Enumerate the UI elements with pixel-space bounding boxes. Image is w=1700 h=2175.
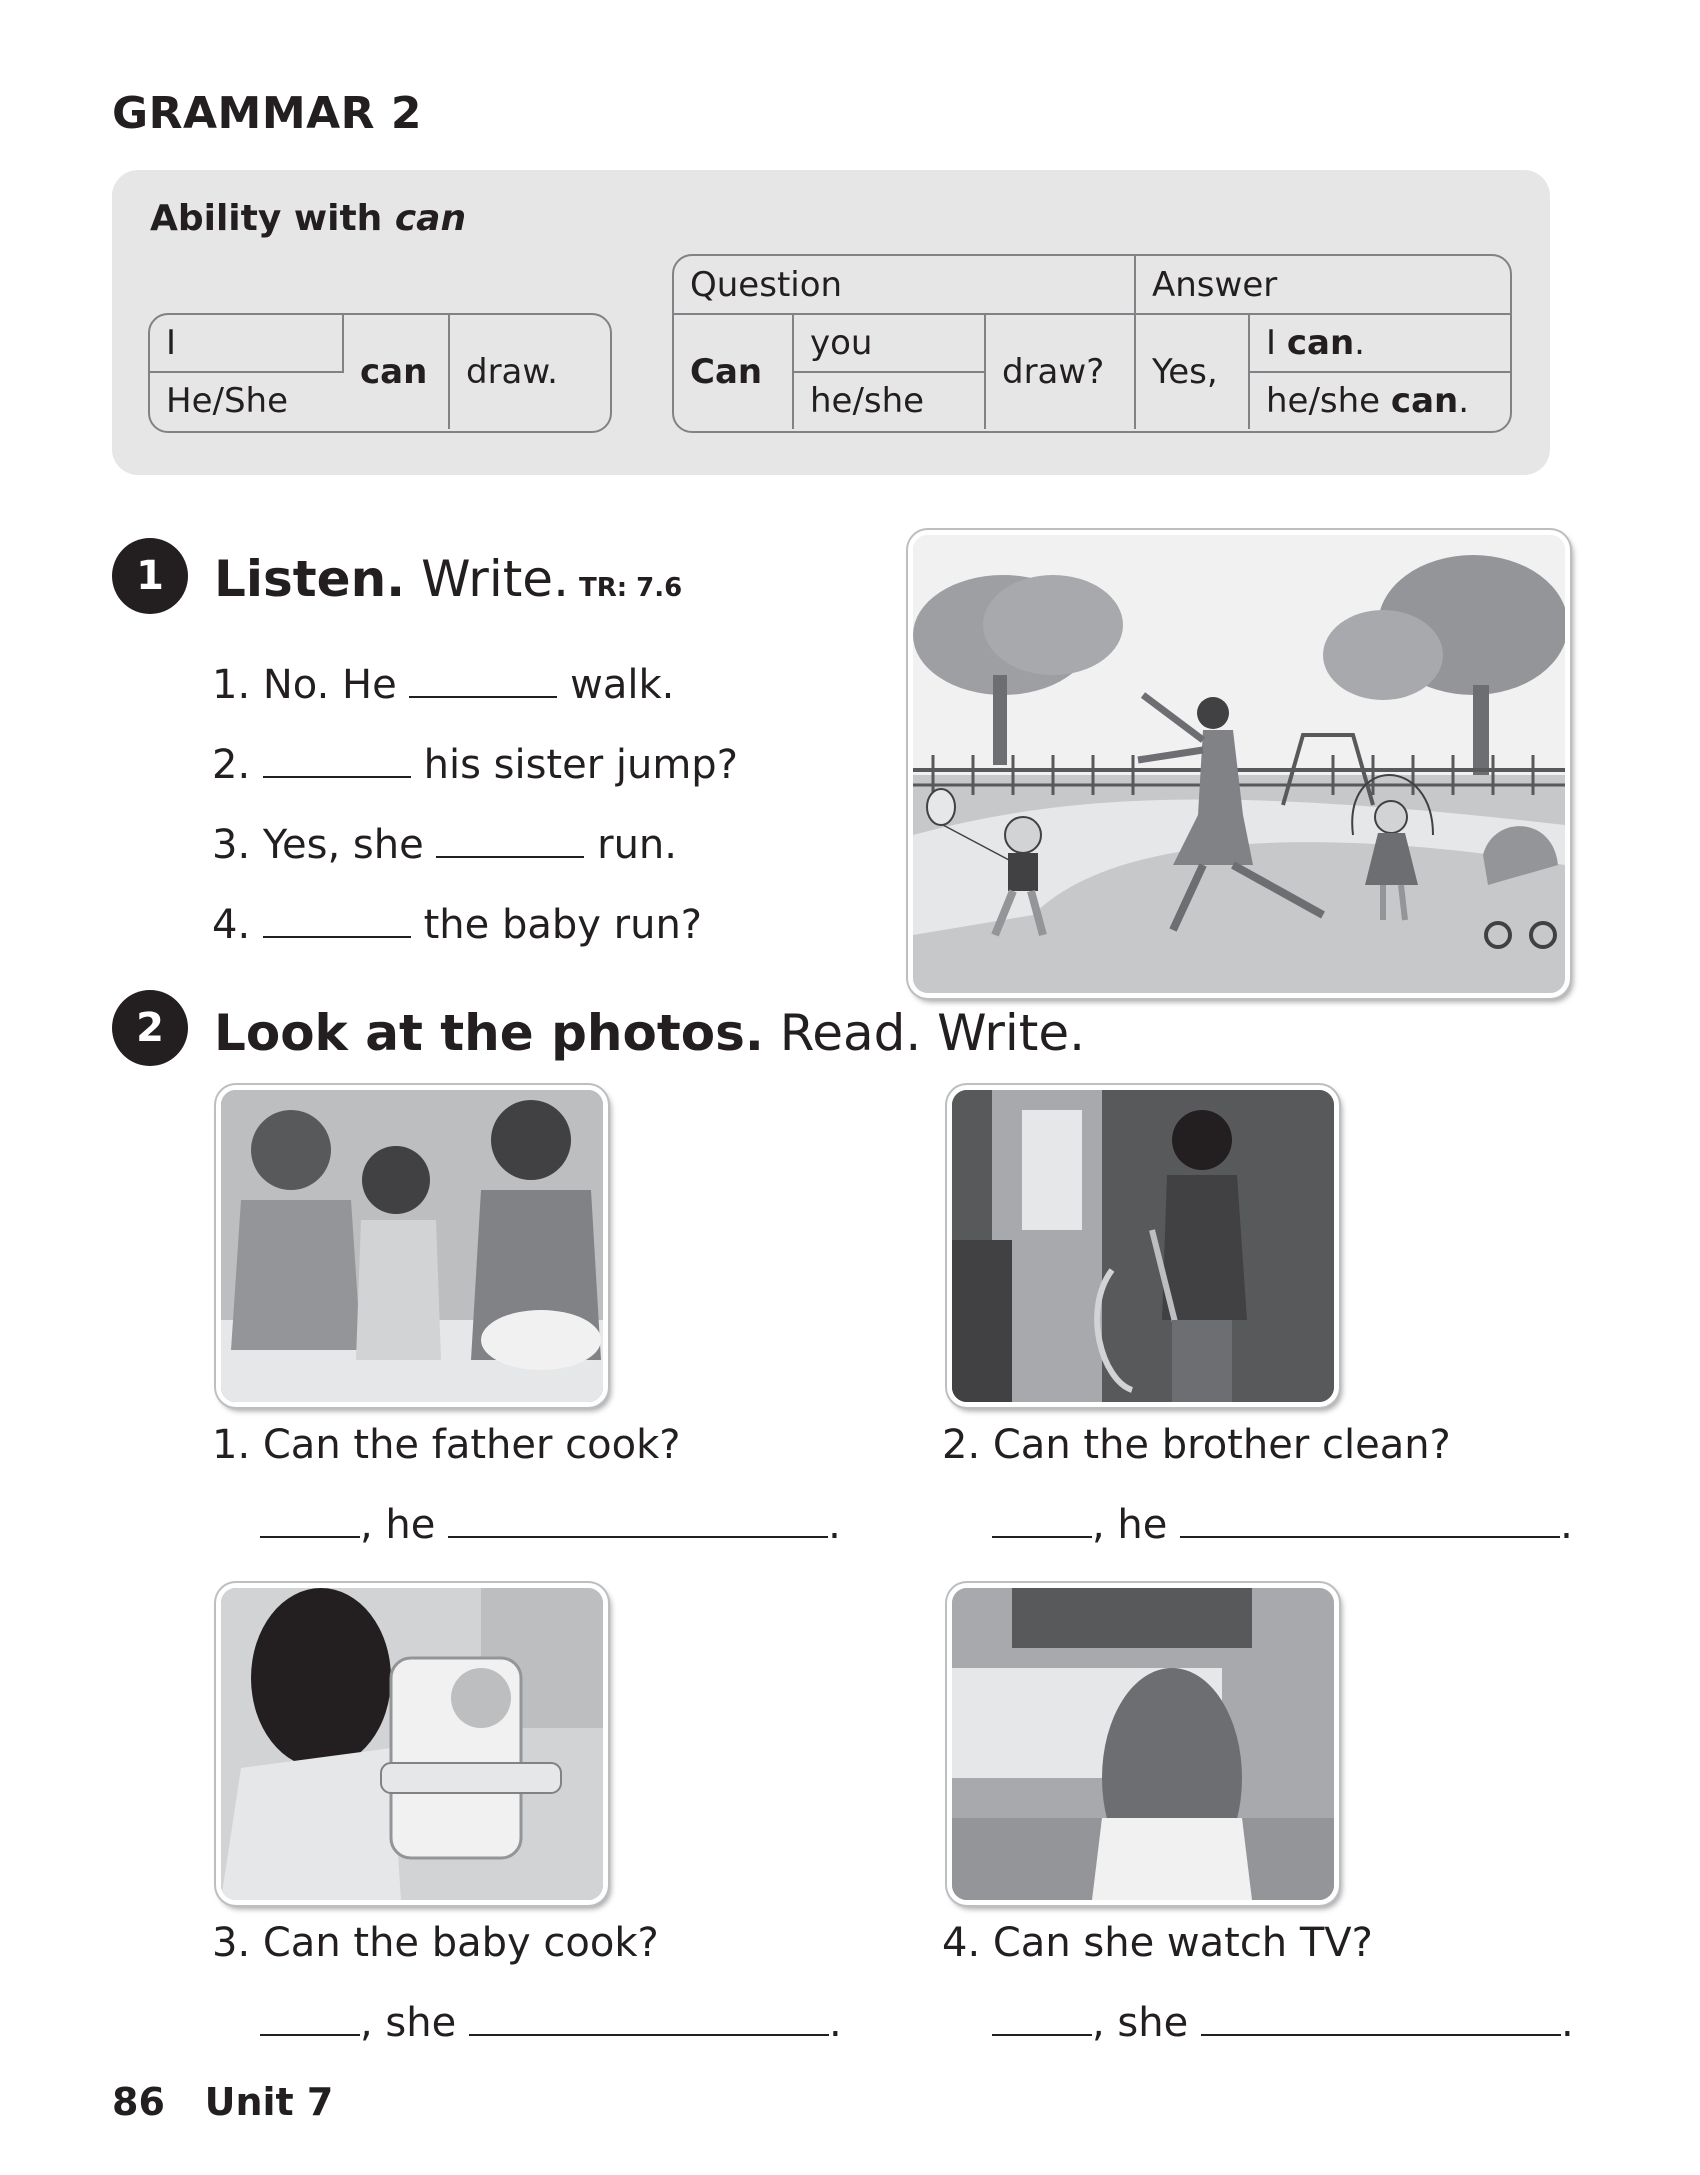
answer-blank[interactable] — [409, 695, 557, 698]
park-illustration — [908, 530, 1570, 998]
yes-no-blank[interactable] — [260, 2033, 360, 2036]
activity-number-1: 1 — [112, 538, 188, 614]
answer-i-can: I can. — [1250, 315, 1510, 373]
answer-line-3: , she . — [260, 2000, 842, 2046]
answer-line-1: , he . — [260, 1502, 841, 1548]
unit-label: Unit 7 — [204, 2080, 334, 2124]
cooking-scene — [221, 1090, 603, 1402]
statement-table — [148, 313, 612, 433]
answer-blank[interactable] — [469, 2033, 829, 2036]
grammar-heading: Ability with can — [150, 198, 467, 239]
activity-number-2: 2 — [112, 990, 188, 1066]
photo-girl-tv — [947, 1583, 1339, 1905]
answer-blank[interactable] — [263, 935, 411, 938]
answer-line-4: , she . — [992, 2000, 1574, 2046]
verb-draw-q: draw? — [986, 315, 1136, 429]
park-scene — [913, 535, 1565, 993]
modal-can: can — [344, 315, 450, 429]
photo-brother-cleaning — [947, 1085, 1339, 1407]
verb-draw: draw. — [466, 352, 558, 392]
photo-father-cooking — [216, 1085, 608, 1407]
yes-no-blank[interactable] — [992, 2033, 1092, 2036]
can-cell: Can — [674, 315, 794, 429]
yes-no-blank[interactable] — [992, 1535, 1092, 1538]
answer-blank[interactable] — [1180, 1535, 1560, 1538]
photo-baby — [216, 1583, 608, 1905]
question-3: 3. Can the baby cook? — [212, 1920, 659, 1966]
page-footer — [112, 2080, 333, 2124]
question-answer-table — [672, 254, 1512, 433]
activity2-instruction: Look at the photos. Read. Write. — [214, 1004, 1086, 1062]
answer-blank[interactable] — [263, 775, 411, 778]
answer-line-2: , he . — [992, 1502, 1573, 1548]
subject-i: I — [150, 315, 344, 373]
question-4: 4. Can she watch TV? — [942, 1920, 1373, 1966]
cleaning-scene — [952, 1090, 1334, 1402]
activity1-item: 1. No. He walk. — [212, 662, 675, 708]
page-number: 86 — [112, 2080, 165, 2124]
question-2: 2. Can the brother clean? — [942, 1422, 1451, 1468]
activity1-item: 2. his sister jump? — [212, 742, 738, 788]
track-number: TR: 7.6 — [578, 573, 683, 603]
activity1-item: 3. Yes, she run. — [212, 822, 677, 868]
yes-cell: Yes, — [1136, 315, 1250, 429]
yes-no-blank[interactable] — [260, 1535, 360, 1538]
answer-blank[interactable] — [448, 1535, 828, 1538]
answer-blank[interactable] — [1201, 2033, 1561, 2036]
answer-blank[interactable] — [436, 855, 584, 858]
page-title: GRAMMAR 2 — [112, 88, 422, 139]
subject-he-she-q: he/she — [794, 373, 986, 429]
tv-scene — [952, 1588, 1334, 1900]
answer-he-she-can: he/she can. — [1266, 381, 1470, 421]
question-header: Question — [674, 256, 1136, 315]
subject-you: you — [794, 315, 986, 373]
baby-scene — [221, 1588, 603, 1900]
activity1-item: 4. the baby run? — [212, 902, 703, 948]
subject-he-she: He/She — [166, 381, 288, 421]
answer-header: Answer — [1136, 256, 1510, 315]
question-1: 1. Can the father cook? — [212, 1422, 681, 1468]
activity1-instruction: Listen. Write. TR: 7.6 — [214, 550, 683, 608]
